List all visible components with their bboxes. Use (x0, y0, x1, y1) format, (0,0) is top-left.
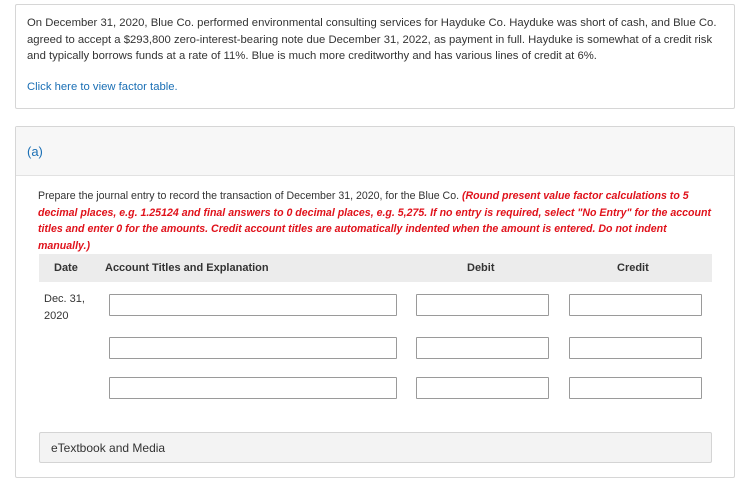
debit-input-3[interactable] (416, 377, 549, 399)
part-a-panel (15, 126, 735, 478)
account-title-input-1[interactable] (109, 294, 397, 316)
credit-column-header: Credit (617, 262, 649, 274)
debit-column-header: Debit (467, 262, 495, 274)
journal-table-header (39, 254, 712, 282)
account-title-input-2[interactable] (109, 337, 397, 359)
etextbook-media-button[interactable] (39, 432, 712, 463)
credit-input-3[interactable] (569, 377, 702, 399)
problem-text: On December 31, 2020, Blue Co. performed environmental consulting services for Hayduke Co. Hayduke was short of cash, and Blue Co. agreed to accept a $293,800 zero-interest-bearing note due December 31, 2022, as payment in full. Hayduke is somewhat of a credit risk and typically borrows funds at a rate of 11%. Blue is much more creditworthy and has various lines of credit at 6%. (27, 17, 717, 63)
instructions (38, 188, 714, 254)
factor-table-link[interactable]: Click here to view factor table. (27, 81, 178, 93)
account-title-input-3[interactable] (109, 377, 397, 399)
debit-input-2[interactable] (416, 337, 549, 359)
instruction-rounding-note: (Round present value factor calculations to 5 decimal places, e.g. 1.25124 and final answers to 0 decimal places, e.g. 5,275. If no entry is required, select "No Entry" for the account titles and enter 0 for the amounts. Credit account titles are automatically indented when the amount is entered. Do not indent manually.) (38, 190, 711, 252)
credit-input-1[interactable] (569, 294, 702, 316)
debit-input-1[interactable] (416, 294, 549, 316)
entry-date: Dec. 31, 2020 (44, 293, 85, 322)
etextbook-media-label: eTextbook and Media (51, 441, 166, 455)
part-label: (a) (27, 144, 43, 159)
instruction-text: Prepare the journal entry to record the transaction of December 31, 2020, for the Blue Co. (38, 190, 462, 202)
date-column-header: Date (54, 262, 78, 274)
account-column-header: Account Titles and Explanation (105, 262, 269, 274)
part-header (16, 127, 734, 176)
problem-panel (15, 4, 735, 109)
credit-input-2[interactable] (569, 337, 702, 359)
